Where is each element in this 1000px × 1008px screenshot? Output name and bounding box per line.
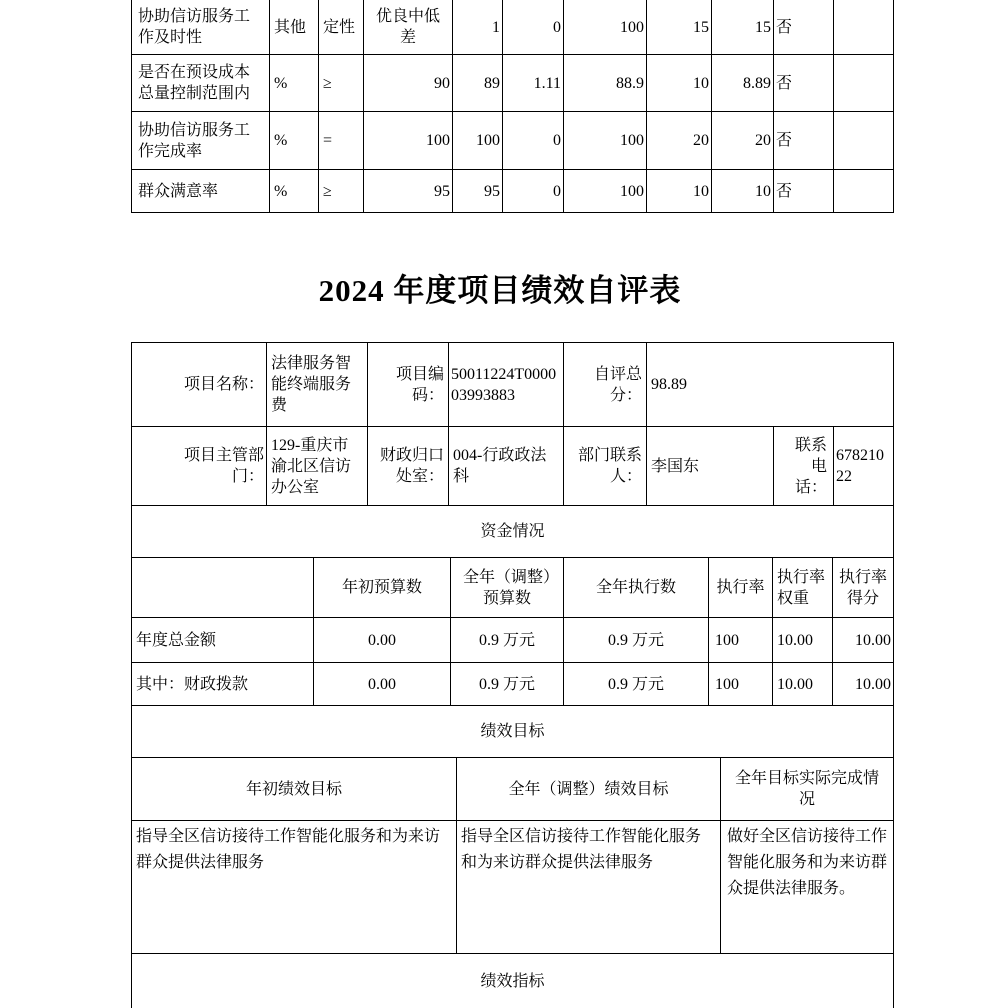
page-title: 2024 年度项目绩效自评表 [318,273,682,308]
indicator-rate-cell: 100 [564,0,647,55]
indicator-deviation-cell: 1.11 [503,55,564,112]
funding-header-cell: 全年（调整）预算数 [451,558,564,618]
funding-cell: 其中：财政拨款 [132,663,314,706]
project-code-label: 项目编码： [368,343,449,427]
indicator-name-cell: 是否在预设成本总量控制范围内 [132,55,270,112]
self-evaluation-table [131,342,894,1008]
indicator-note-cell [834,0,894,55]
contact-label: 部门联系人： [564,427,647,506]
funding-cell: 年度总金额 [132,618,314,663]
funding-header-cell: 全年执行数 [564,558,709,618]
funding-cell: 10.00 [833,618,894,663]
goal-text-cell: 指导全区信访接待工作智能化服务和为来访群众提供法律服务 [132,821,457,954]
phone-label: 联系电话： [774,427,834,506]
indicator-rate-cell: 100 [564,170,647,213]
funding-header-cell: 执行率权重 [773,558,833,618]
project-info-row [132,343,894,427]
indicator-flag-cell: 否 [774,112,834,170]
phone-value: 67821022 [834,427,894,506]
project-info-row [132,427,894,506]
indicator-deviation-cell: 0 [503,0,564,55]
indicator-actual-cell: 95 [453,170,503,213]
indicator-flag-cell: 否 [774,170,834,213]
section-row [132,506,894,558]
contact-value: 李国东 [647,427,774,506]
indicator-row [132,0,894,55]
goal-text-cell: 做好全区信访接待工作智能化服务和为来访群众提供法律服务。 [721,821,894,954]
indicator-note-cell [834,170,894,213]
indicator-row [132,170,894,213]
project-name-label: 项目名称： [132,343,267,427]
indicator-unit-cell: % [270,170,319,213]
indicator-actual-cell: 1 [453,0,503,55]
funding-cell: 10.00 [773,618,833,663]
section-row [132,706,894,758]
funding-cell: 100 [709,618,773,663]
funding-cell: 0.00 [314,663,451,706]
indicator-rate-cell: 100 [564,112,647,170]
funding-header-cell [132,558,314,618]
section-row [132,954,894,1008]
indicator-flag-cell: 否 [774,55,834,112]
funding-header-cell: 执行率得分 [833,558,894,618]
funding-header-cell: 执行率 [709,558,773,618]
indicator-target-cell: 100 [364,112,453,170]
indicator-target-cell: 90 [364,55,453,112]
dept-label: 项目主管部门： [132,427,267,506]
indicator-name-cell: 群众满意率 [132,170,270,213]
section-header-indicators: 绩效指标 [132,954,894,1008]
funding-cell: 10.00 [833,663,894,706]
indicator-direction-cell: = [319,112,364,170]
project-code-value: 50011224T000003993883 [449,343,564,427]
indicator-direction-cell: ≥ [319,55,364,112]
goals-header-cell: 全年（调整）绩效目标 [457,758,721,821]
funding-header-row [132,558,894,618]
indicator-weight-cell: 10 [647,170,712,213]
funding-cell: 0.9 万元 [451,663,564,706]
goals-header-cell: 全年目标实际完成情况 [721,758,894,821]
indicator-score-cell: 20 [712,112,774,170]
goal-text-cell: 指导全区信访接待工作智能化服务和为来访群众提供法律服务 [457,821,721,954]
indicator-score-cell: 8.89 [712,55,774,112]
self-score-label: 自评总分： [564,343,647,427]
dept-value: 129-重庆市渝北区信访办公室 [267,427,368,506]
self-score-value: 98.89 [647,343,894,427]
indicator-weight-cell: 10 [647,55,712,112]
indicator-target-cell: 优良中低差 [364,0,453,55]
indicator-note-cell [834,112,894,170]
goals-header-cell: 年初绩效目标 [132,758,457,821]
finance-office-value: 004-行政政法科 [449,427,564,506]
indicator-row [132,55,894,112]
project-name-value: 法律服务智能终端服务费 [267,343,368,427]
indicator-table [131,0,894,213]
indicator-score-cell: 15 [712,0,774,55]
funding-row [132,618,894,663]
indicator-score-cell: 10 [712,170,774,213]
finance-office-label: 财政归口处室： [368,427,449,506]
indicator-flag-cell: 否 [774,0,834,55]
indicator-deviation-cell: 0 [503,112,564,170]
indicator-actual-cell: 100 [453,112,503,170]
funding-header-cell: 年初预算数 [314,558,451,618]
indicator-target-cell: 95 [364,170,453,213]
indicator-rate-cell: 88.9 [564,55,647,112]
funding-cell: 0.9 万元 [564,618,709,663]
goals-content-row [132,821,894,954]
section-header-goals: 绩效目标 [132,706,894,758]
funding-row [132,663,894,706]
goals-header-row [132,758,894,821]
indicator-unit-cell: % [270,55,319,112]
indicator-row [132,112,894,170]
indicator-weight-cell: 15 [647,0,712,55]
funding-cell: 0.00 [314,618,451,663]
indicator-direction-cell: 定性 [319,0,364,55]
indicator-unit-cell: 其他 [270,0,319,55]
funding-cell: 100 [709,663,773,706]
indicator-deviation-cell: 0 [503,170,564,213]
indicator-direction-cell: ≥ [319,170,364,213]
section-header-funding: 资金情况 [132,506,894,558]
indicator-name-cell: 协助信访服务工作完成率 [132,112,270,170]
indicator-weight-cell: 20 [647,112,712,170]
indicator-note-cell [834,55,894,112]
funding-cell: 0.9 万元 [451,618,564,663]
funding-cell: 10.00 [773,663,833,706]
indicator-unit-cell: % [270,112,319,170]
indicator-name-cell: 协助信访服务工作及时性 [132,0,270,55]
funding-cell: 0.9 万元 [564,663,709,706]
indicator-actual-cell: 89 [453,55,503,112]
